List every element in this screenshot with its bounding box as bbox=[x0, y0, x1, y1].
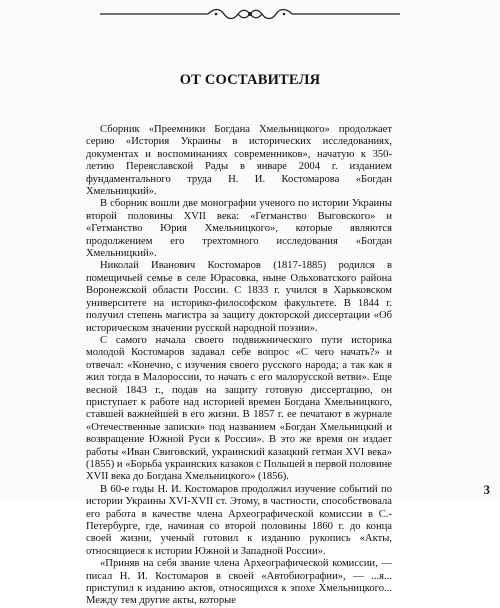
paragraph-4: С самого начала своего подвижнического пути историка молодой Костомаров задавал себе вопрос «С чего начать?» и отвечал: «Конечно, с изучения своего русского народа; а так как я жил тогда в Малороссии, то начать с его малорусской ветви». Еще весной 1843 г., подав на защиту готовую диссертацию, он приступает к работе над историей времен Богдана Хмельницкого, ставшей важнейшей в его жизни. В 1857 г. ее печатают в журнале «Отечественные записки» под названием «Богдан Хмельницкий и возвращение Южной Руси к России». В это же время он издает работы «Иван Свиговский, украинский казацкий гетман XVI века» (1855) и «Борьба украинских казаков с Польшей в первой половине XVII века до Богдана Хмельницкого» (1856). bbox=[86, 334, 392, 483]
paragraph-6: «Приняв на себя звание члена Археографической комиссии, — писал Н. И. Костомаров в своей «Автобиографии», — ...я... приступил к изданию актов, относящихся к эпохе Хмельницкого... Между тем другие акты, которые bbox=[86, 558, 392, 607]
section-heading: ОТ СОСТАВИТЕЛЯ bbox=[179, 72, 321, 88]
paragraph-5: В 60-е годы Н. И. Костомаров продолжил изучение событий по истории Украины XVI-XVII ст. Этому, в частности, способствовала его работа в качестве члена Археографической комиссии в С.-Петербурге, где, начиная со второй половины 1860 г. до конца своей жизни, ученый готовил к изданию рукопись «Акты, относящиеся к истории Южной и Западной России». bbox=[86, 483, 392, 557]
paragraph-3: Николай Иванович Костомаров (1817-1885) родился в помещичьей семье в селе Юрасовка, ныне Ольховатского района Воронежской области России. С 1833 г. учился в Харьковском университете на историко-философском факультете. В 1844 г. получил степень магистра за защиту докторской диссертации «Об историческом значении русской народной поэзии». bbox=[86, 260, 392, 334]
body-text bbox=[86, 124, 392, 608]
page-number: 3 bbox=[483, 482, 490, 497]
paragraph-1: Сборник «Преемники Богдана Хмельницкого» продолжает серию «История Украины в исторических исследованиях, документах и воспоминаниях современников», начатую к 350-летию Переяславской Рады в январе 2004 г. изданием фундаментального труда Н. И. Костомарова «Богдан Хмельницкий». bbox=[86, 124, 392, 198]
header-ornament bbox=[100, 6, 400, 22]
paragraph-2: В сборник вошли две монографии ученого по истории Украины второй половины XVII века: «Гетманство Выговского» и «Гетманство Юрия Хмельницкого», которые являются продолжением его трехтомного исследования «Богдан Хмельницкий». bbox=[86, 198, 392, 260]
